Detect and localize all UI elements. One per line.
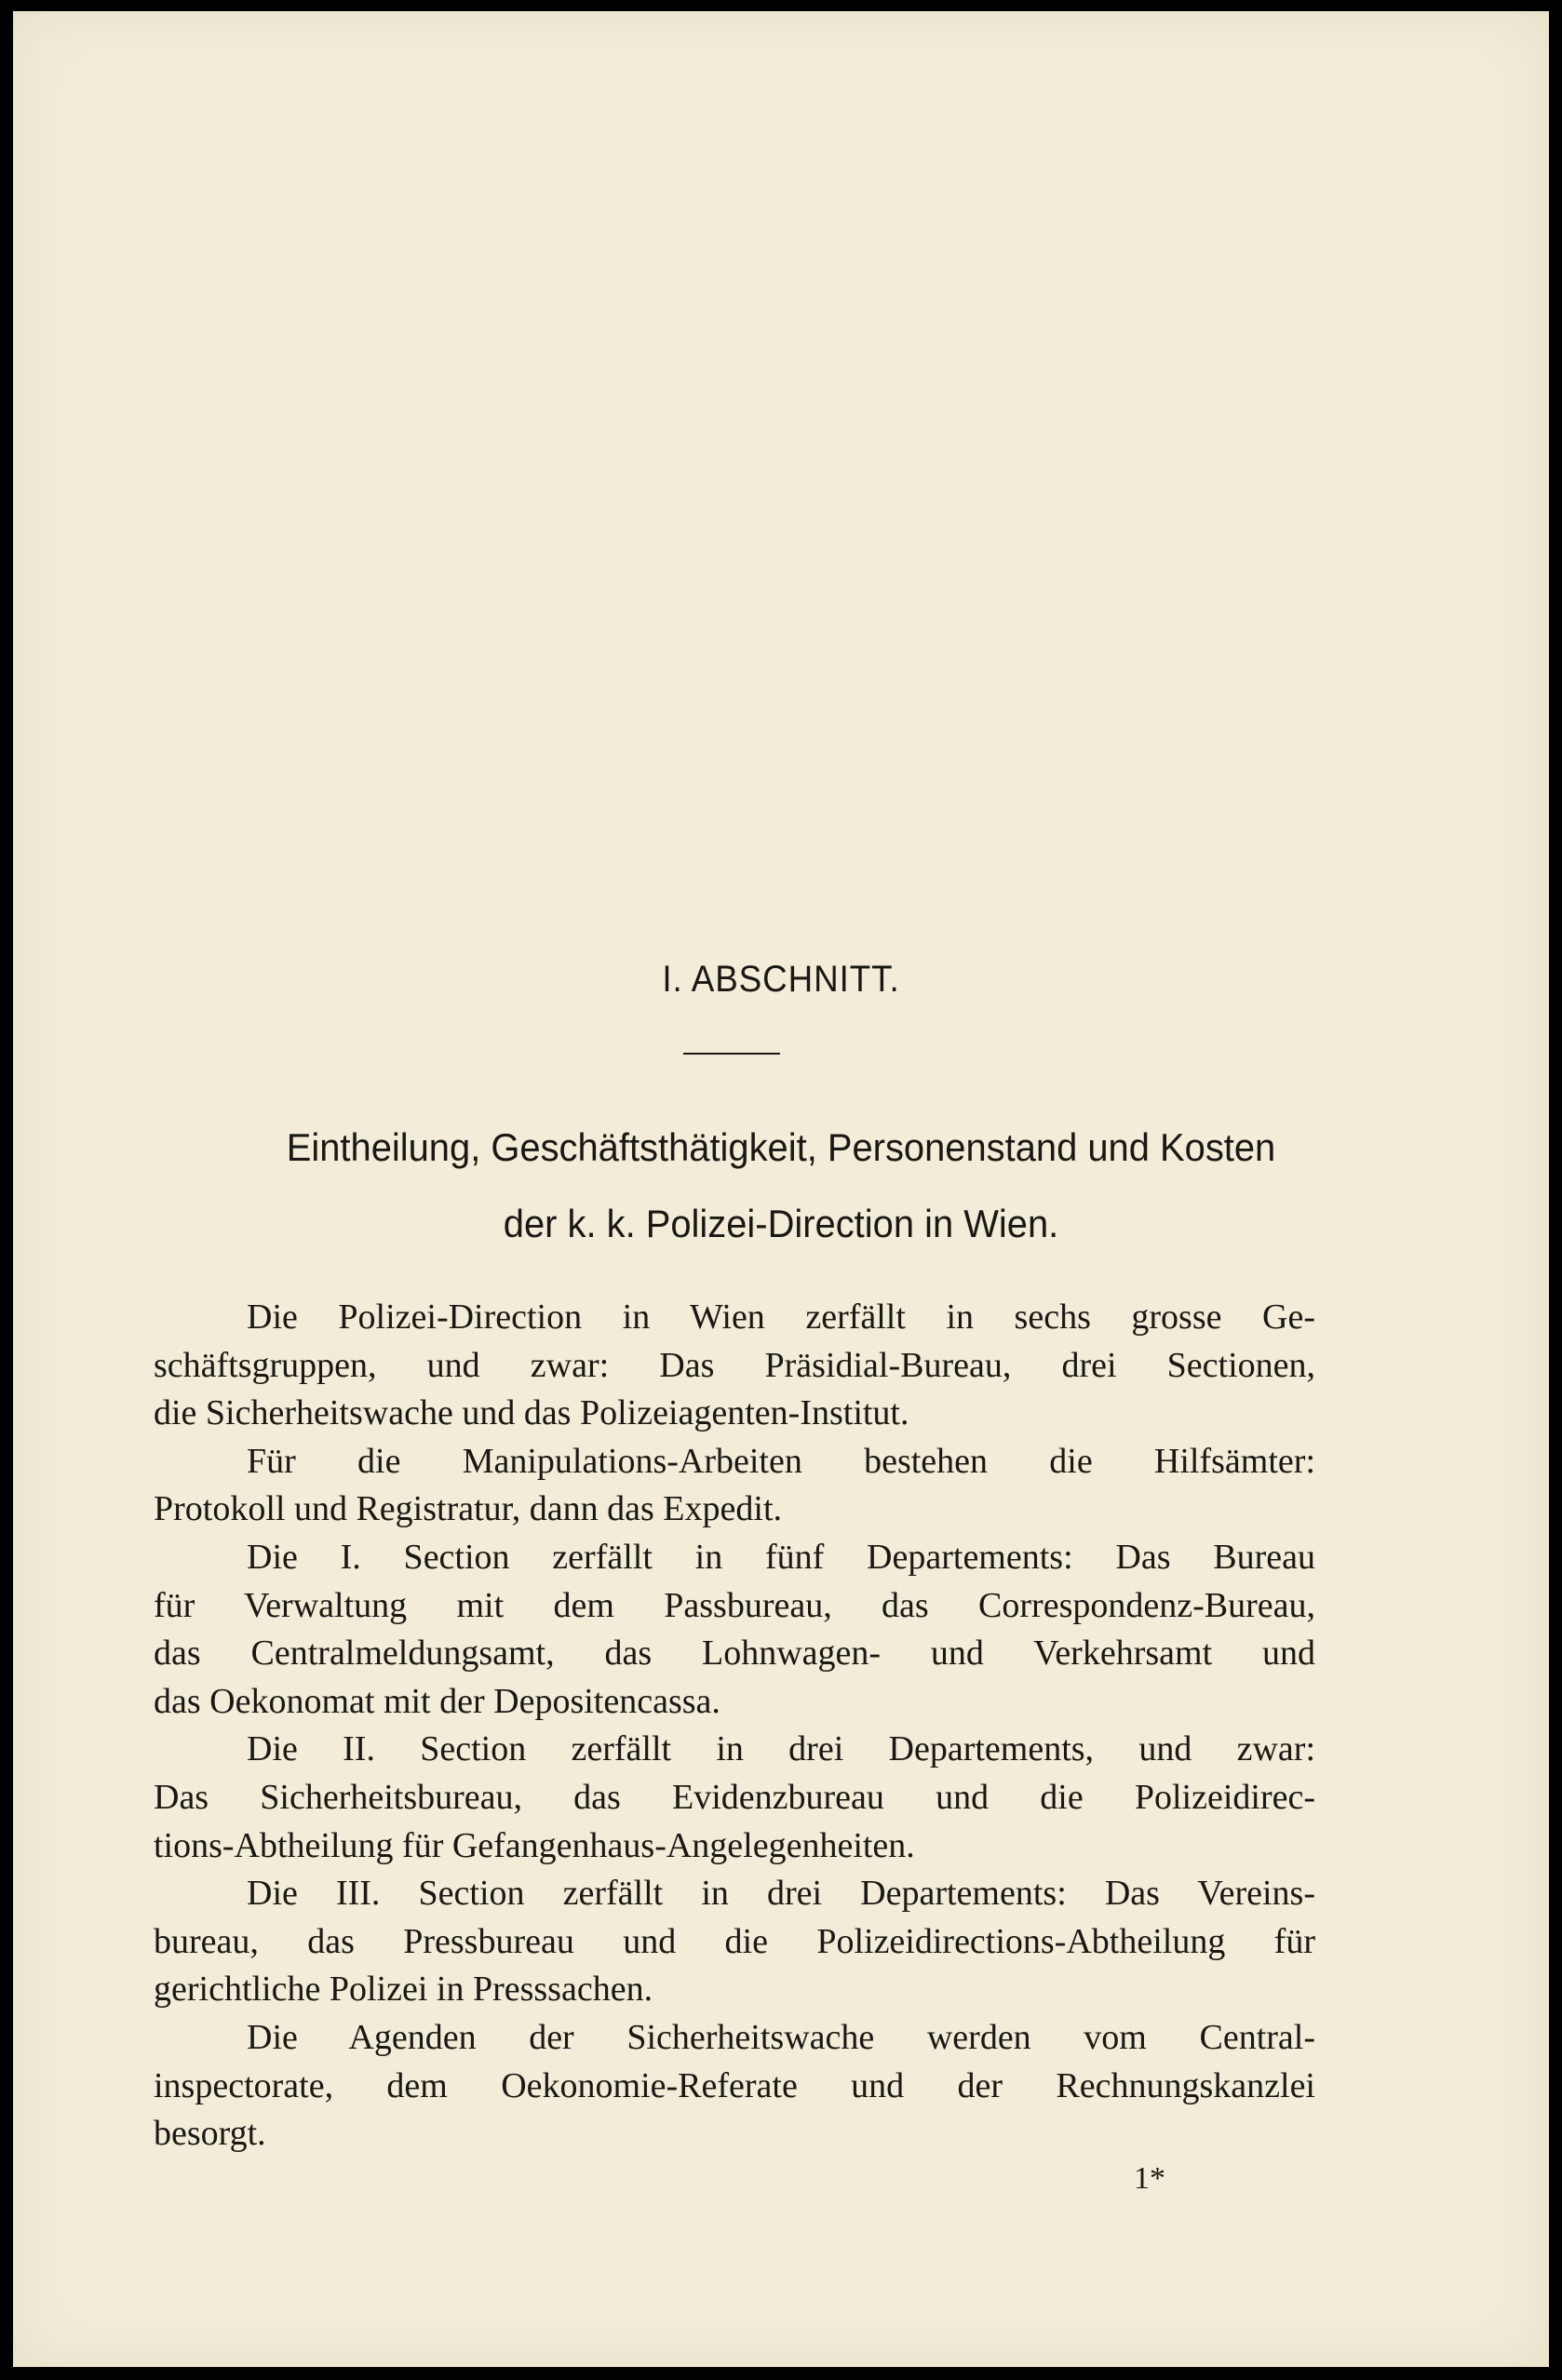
body-line: Die II. Section zerfällt in drei Departements, und zwar:	[247, 1729, 1315, 1769]
chapter-title	[39, 1109, 1523, 1262]
body-line: das Centralmeldungsamt, das Lohnwagen- und Verkehrsamt und	[154, 1634, 1315, 1674]
chapter-title-line: der k. k. Polizei-Direction in Wien.	[503, 1202, 1059, 1245]
body-line: für Verwaltung mit dem Passbureau, das Correspondenz-Bureau,	[154, 1585, 1315, 1625]
body-line: inspectorate, dem Oekonomie-Referate und der Rechnungskanzlei	[154, 2065, 1315, 2105]
body-text	[154, 1294, 1315, 2158]
body-line: Protokoll und Registratur, dann das Expedit.	[154, 1489, 783, 1529]
body-line: die Sicherheitswache und das Polizeiagenten-Institut.	[154, 1393, 909, 1433]
body-line: tions-Abtheilung für Gefangenhaus-Angelegenheiten.	[154, 1825, 915, 1865]
body-line: Für die Manipulations-Arbeiten bestehen die Hilfsämter:	[247, 1441, 1315, 1481]
body-line: bureau, das Pressbureau und die Polizeidirections-Abtheilung für	[154, 1921, 1315, 1961]
body-line: Die Agenden der Sicherheitswache werden vom Central-	[247, 2017, 1315, 2057]
body-line: gerichtliche Polizei in Presssachen.	[154, 1970, 653, 2010]
body-line: Die III. Section zerfällt in drei Departements: Das Vereins-	[247, 1874, 1315, 1914]
heading-rule	[683, 1053, 780, 1055]
body-line: Das Sicherheitsbureau, das Evidenzbureau und die Polizeidirec-	[154, 1777, 1315, 1817]
body-line: Die I. Section zerfällt in fünf Departements: Das Bureau	[247, 1537, 1315, 1577]
body-line: Die Polizei-Direction in Wien zerfällt in sechs grosse Ge-	[247, 1298, 1315, 1337]
chapter-title-line: Eintheilung, Geschäftsthätigkeit, Personenstand und Kosten	[286, 1125, 1276, 1169]
body-line: das Oekonomat mit der Depositencassa.	[154, 1681, 720, 1721]
body-line: besorgt.	[154, 2114, 266, 2154]
body-line: schäftsgruppen, und zwar: Das Präsidial-Bureau, drei Sectionen,	[154, 1345, 1315, 1385]
page-number: 1*	[1134, 2161, 1165, 2196]
section-heading: I. ABSCHNITT.	[662, 959, 900, 1000]
